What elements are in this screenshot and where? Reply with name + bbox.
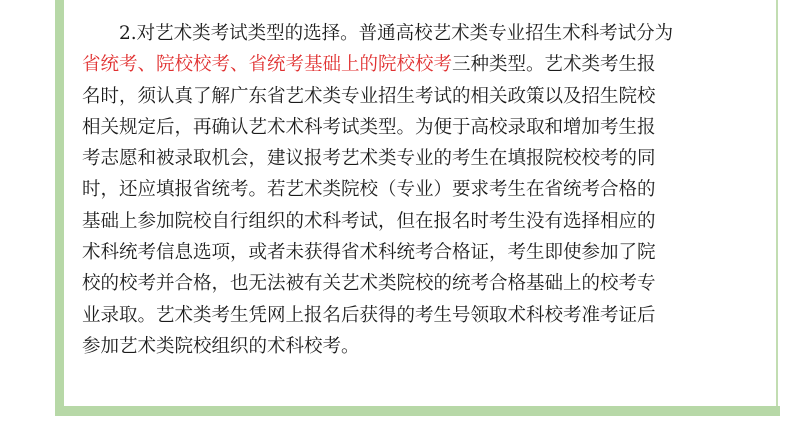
paragraph-line-6 (82, 174, 762, 205)
paragraph-line-9 (82, 268, 762, 299)
paragraph-line-4 (82, 112, 762, 143)
frame-right-border (776, 0, 778, 412)
paragraph-line-1 (82, 18, 762, 49)
line-text: 校的校考并合格，也无法被有关艺术类院校的统考合格基础上的校考专 (82, 273, 656, 295)
frame-left-border (55, 0, 64, 412)
line-text: 三种类型。艺术类考生报 (452, 54, 656, 76)
document-paragraph (82, 18, 762, 362)
highlighted-exam-types: 省统考、院校校考、省统考基础上的院校校考 (82, 54, 453, 76)
line-text: 参加艺术类院校组织的术科校考。 (82, 335, 360, 357)
line-text: 业录取。艺术类考生凭网上报名后获得的考生号领取术科校考准考证后 (82, 304, 656, 326)
paragraph-line-10 (82, 300, 762, 331)
line-text: 术科统考信息选项，或者未获得省术科统考合格证，考生即使参加了院 (82, 242, 656, 264)
line-text: 相关规定后，再确认艺术术科考试类型。为便于高校录取和增加考生报 (82, 116, 656, 138)
line-text: 时，还应填报省统考。若艺术类院校（专业）要求考生在省统考合格的 (82, 179, 656, 201)
paragraph-line-5 (82, 143, 762, 174)
line-text: 考志愿和被录取机会，建议报考艺术类专业的考生在填报院校校考的同 (82, 148, 656, 170)
line-text: 基础上参加院校自行组织的术科考试，但在报名时考生没有选择相应的 (82, 210, 656, 232)
paragraph-line-2 (82, 49, 762, 80)
line-text: 名时，须认真了解广东省艺术类专业招生考试的相关政策以及招生院校 (82, 85, 656, 107)
paragraph-line-8 (82, 237, 762, 268)
paragraph-line-11 (82, 331, 762, 362)
paragraph-line-7 (82, 206, 762, 237)
line-text: 2.对艺术类考试类型的选择。普通高校艺术类专业招生术科考试分为 (119, 23, 674, 44)
paragraph-line-3 (82, 81, 762, 112)
frame-bottom-border (55, 406, 780, 416)
